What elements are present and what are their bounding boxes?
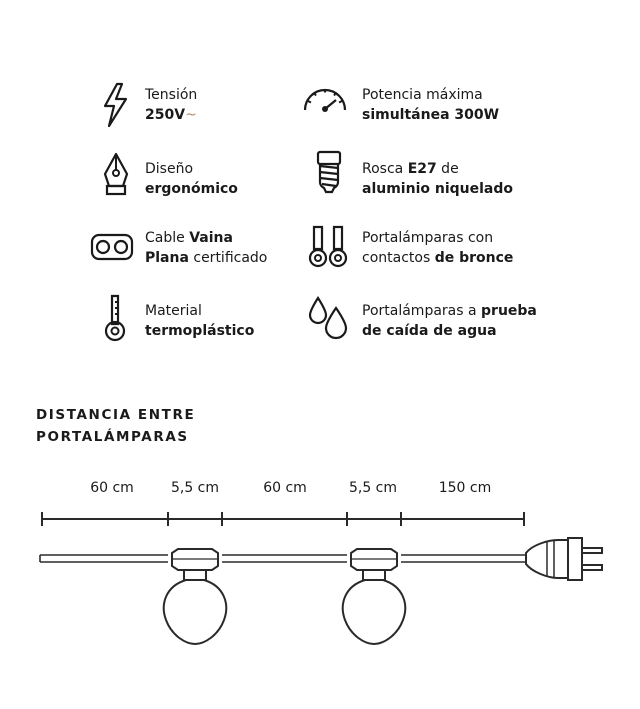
feature-agua-line1: Portalámparas a prueba	[362, 303, 537, 319]
feature-cable-line1: Cable Vaina	[145, 230, 233, 246]
dimension-label-5: 150 cm	[438, 480, 492, 496]
feature-material-line1: Material	[145, 303, 202, 319]
feature-rosca-line1: Rosca E27 de	[362, 161, 459, 177]
dimension-line	[42, 512, 524, 526]
section-title-line1: DISTANCIA ENTRE	[36, 407, 196, 423]
cable	[40, 555, 526, 562]
dimension-label-2: 5,5 cm	[170, 480, 220, 496]
feature-cable-line2: Plana certificado	[145, 250, 268, 266]
feature-material-line2: termoplástico	[145, 323, 255, 339]
feature-agua-line2: de caída de agua	[362, 323, 497, 339]
feature-tension-line2: 250V~	[145, 107, 197, 123]
section-title-line2: PORTALÁMPARAS	[36, 429, 189, 445]
feature-tension-line1: Tensión	[145, 87, 198, 103]
tilde-symbol: ~	[185, 107, 197, 123]
feature-diseno-line2: ergonómico	[145, 181, 238, 197]
feature-potencia-line1: Potencia máxima	[362, 87, 483, 103]
feature-rosca-line2: aluminio niquelado	[362, 181, 513, 197]
feature-diseno-line1: Diseño	[145, 161, 194, 177]
plug-icon	[526, 538, 602, 580]
feature-contactos-line2: contactos de bronce	[362, 250, 514, 266]
lamp-holder-2	[351, 549, 397, 580]
dimension-label-1: 60 cm	[90, 480, 134, 496]
lamp-holder-1	[172, 549, 218, 580]
dimension-label-3: 60 cm	[263, 480, 307, 496]
bulb-1	[164, 580, 226, 644]
dimension-label-4: 5,5 cm	[348, 480, 398, 496]
bulb-2	[343, 580, 405, 644]
feature-contactos-line1: Portalámparas con	[362, 230, 494, 246]
feature-potencia-line2: simultánea 300W	[362, 107, 500, 123]
